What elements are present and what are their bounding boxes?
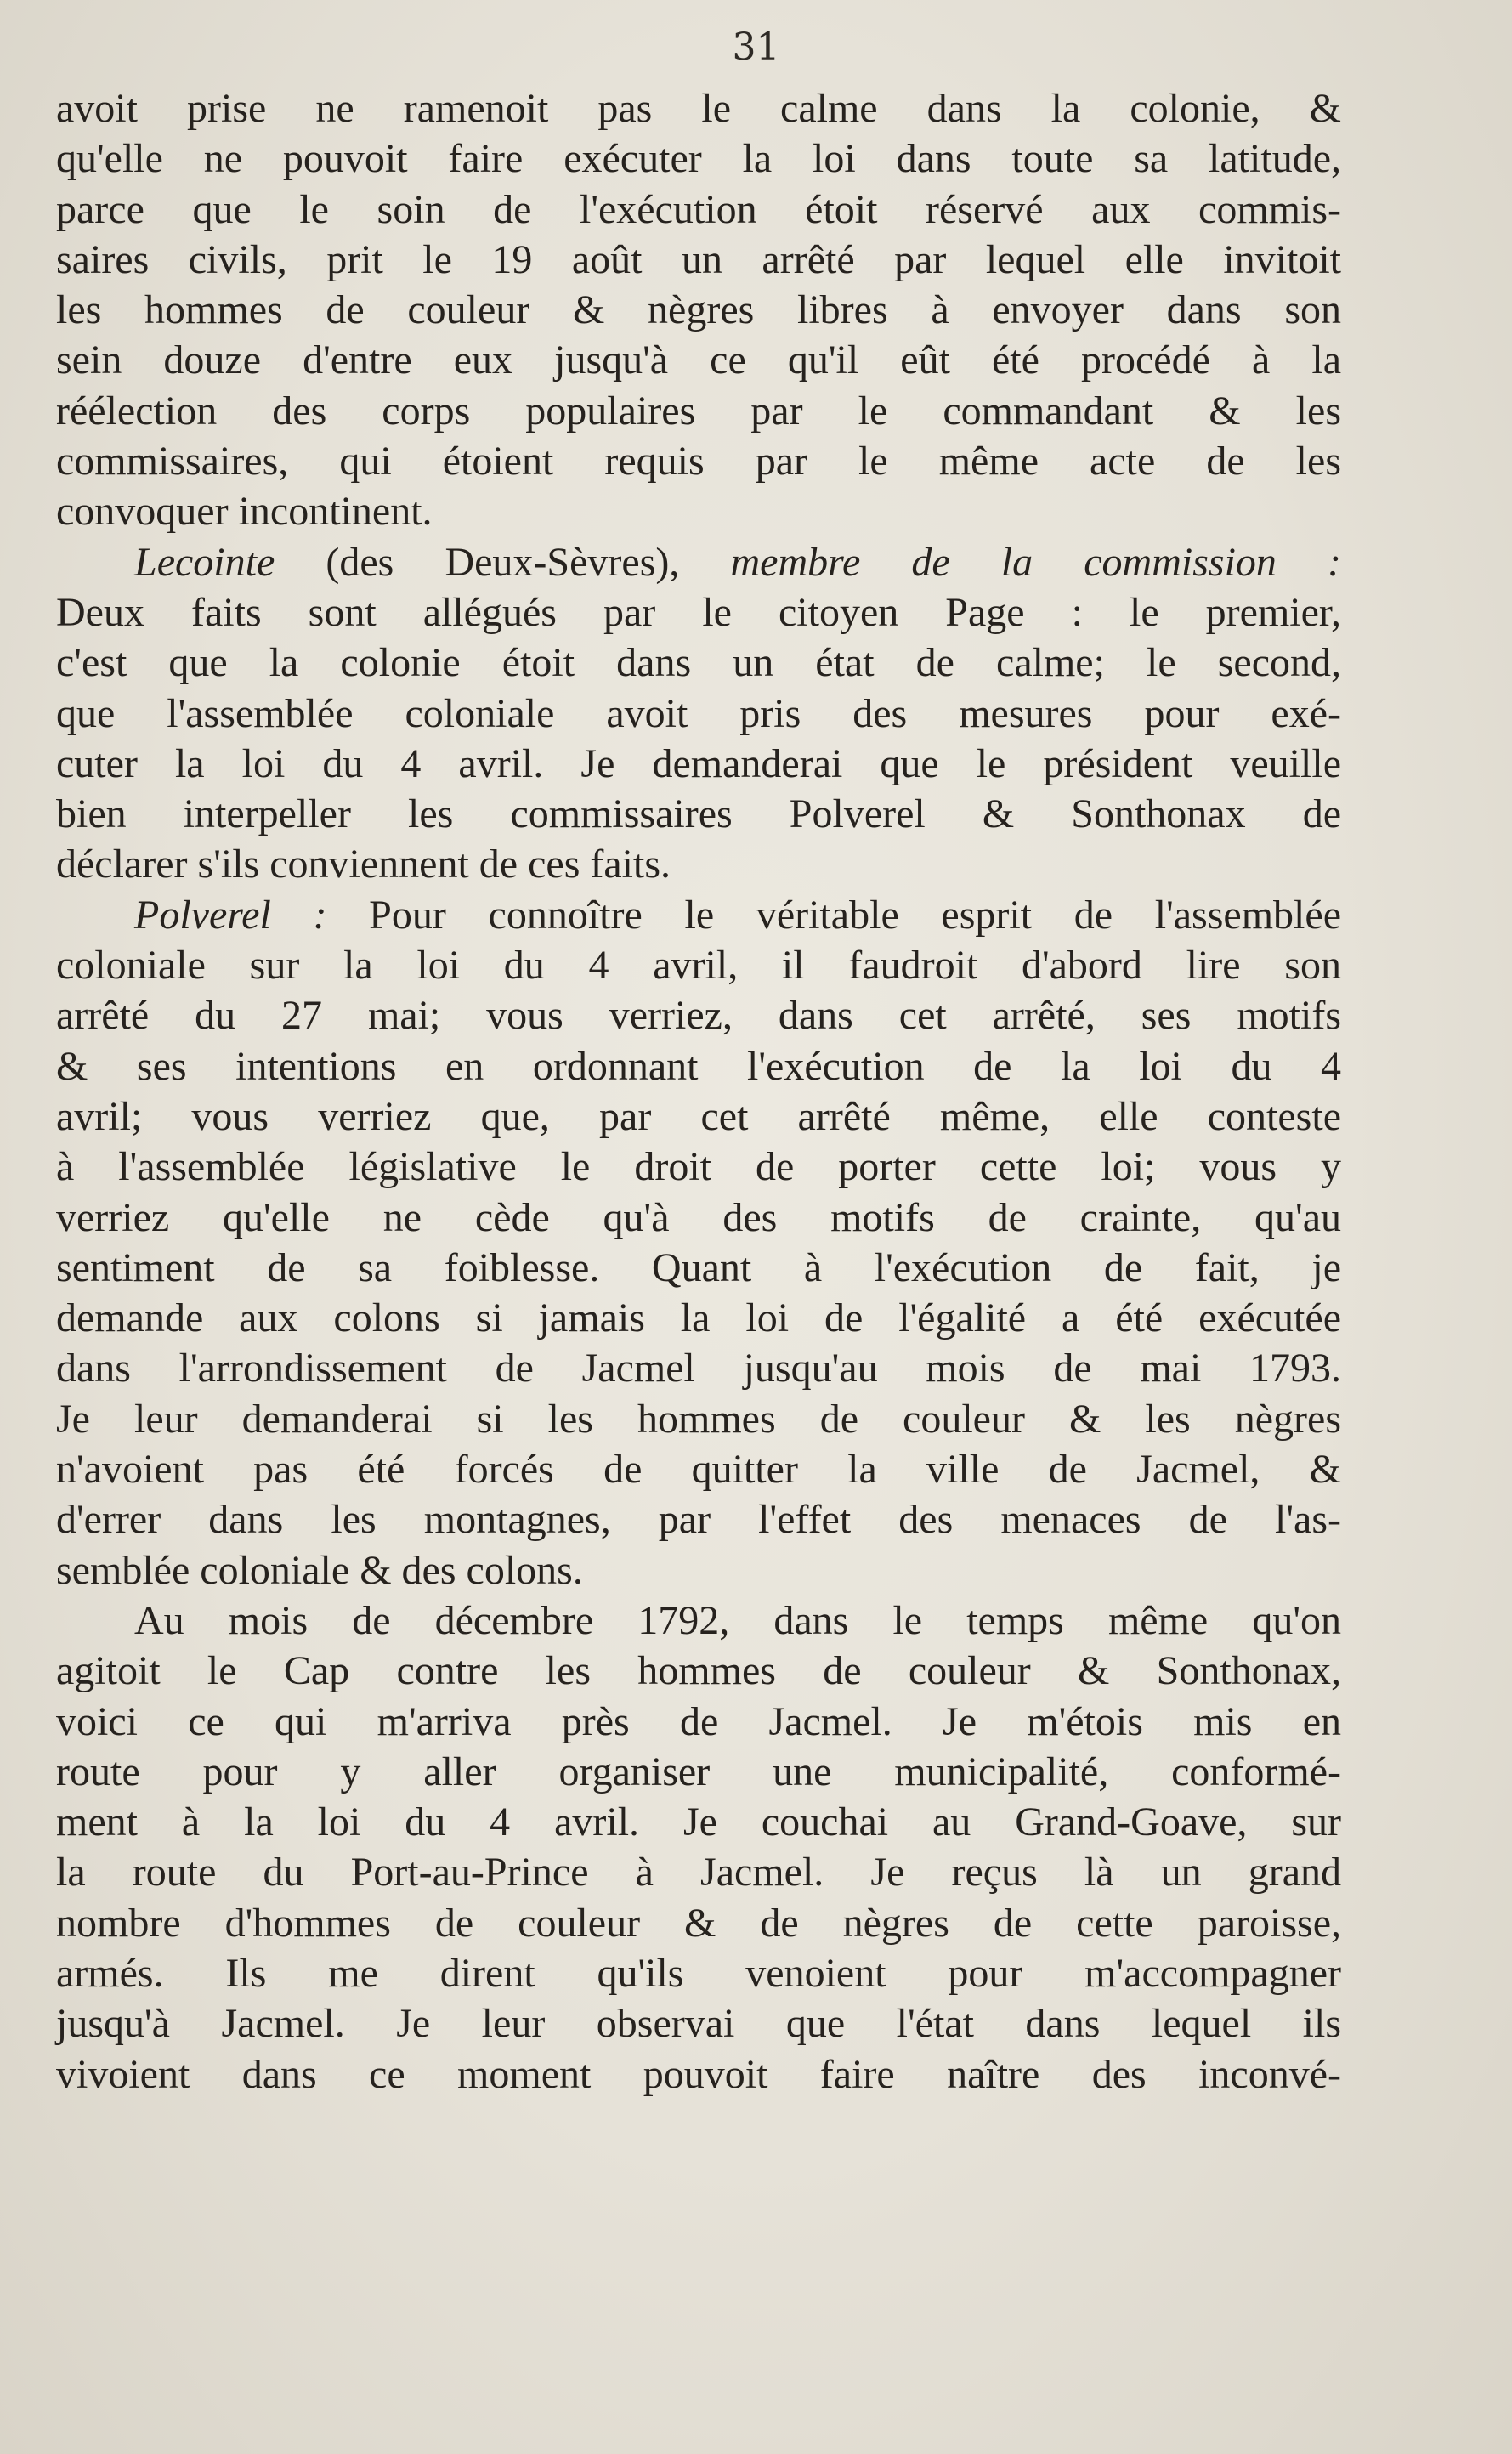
text-line: avril; vous verriez que, par cet arrêté même, elle conteste	[56, 1093, 1341, 1139]
text-line: arrêté du 27 mai; vous verriez, dans cet arrêté, ses motifs	[56, 993, 1341, 1039]
text-line: vivoient dans ce moment pouvoit faire naître des inconvé-	[56, 2051, 1341, 2097]
text-line: à l'assemblée législative le droit de porter cette loi; vous y	[56, 1144, 1341, 1190]
speaker-line	[56, 537, 1341, 587]
page-number: 31	[732, 26, 780, 69]
text-line: route pour y aller organiser une municipalité, conformé-	[56, 1748, 1341, 1794]
text-line: c'est que la colonie étoit dans un état de calme; le second,	[56, 640, 1341, 686]
text-line: dans l'arrondissement de Jacmel jusqu'au mois de mai 1793.	[56, 1346, 1341, 1391]
speaker-detail: (des Deux-Sèvres),	[275, 539, 731, 585]
text-line: la route du Port-au-Prince à Jacmel. Je reçus là un grand	[56, 1850, 1341, 1896]
text-line: jusqu'à Jacmel. Je leur observai que l'état dans lequel ils	[56, 2001, 1341, 2047]
body-text	[56, 83, 1341, 2100]
text-line: bien interpeller les commissaires Polverel & Sonthonax de	[56, 791, 1341, 837]
text-line: avoit prise ne ramenoit pas le calme dans la colonie, &	[56, 86, 1341, 131]
text-line: agitoit le Cap contre les hommes de couleur & Sonthonax,	[56, 1648, 1341, 1694]
text-line: parce que le soin de l'exécution étoit réservé aux commis-	[56, 186, 1341, 232]
text-line: & ses intentions en ordonnant l'exécution de la loi du 4	[56, 1043, 1341, 1089]
paragraph-4	[56, 1595, 1341, 2100]
text-line: qu'elle ne pouvoit faire exécuter la loi dans toute sa latitude,	[56, 136, 1341, 182]
text-line: verriez qu'elle ne cède qu'à des motifs de crainte, qu'au	[56, 1194, 1341, 1240]
text-line: cuter la loi du 4 avril. Je demanderai que le président veuille	[56, 740, 1341, 786]
text-line: sein douze d'entre eux jusqu'à ce qu'il eût été procédé à la	[56, 337, 1341, 383]
text-line: ment à la loi du 4 avril. Je couchai au Grand-Goave, sur	[56, 1799, 1341, 1845]
speaker-line	[56, 890, 1341, 940]
text-line: d'errer dans les montagnes, par l'effet des menaces de l'as-	[56, 1497, 1341, 1543]
text-line: coloniale sur la loi du 4 avril, il faudroit d'abord lire son	[56, 943, 1341, 989]
text-line: déclarer s'ils conviennent de ces faits.	[56, 842, 671, 887]
paragraph-1	[56, 83, 1341, 537]
text-line: les hommes de couleur & nègres libres à envoyer dans son	[56, 287, 1341, 333]
speaker-role: membre de la commission :	[730, 539, 1342, 585]
text-line: nombre d'hommes de couleur & de nègres de cette paroisse,	[56, 1900, 1341, 1946]
text-line: saires civils, prit le 19 août un arrêté par lequel elle invitoit	[56, 236, 1341, 282]
text-line: n'avoient pas été forcés de quitter la ville de Jacmel, &	[56, 1447, 1341, 1493]
text-line: réélection des corps populaires par le commandant & les	[56, 388, 1341, 434]
text-line: voici ce qui m'arriva près de Jacmel. Je m'étois mis en	[56, 1698, 1341, 1744]
paragraph-polverel	[56, 890, 1341, 1595]
paragraph-lecointe	[56, 537, 1341, 890]
text-line: que l'assemblée coloniale avoit pris des mesures pour exé-	[56, 690, 1341, 736]
text-line: armés. Ils me dirent qu'ils venoient pour m'accompagner	[56, 1950, 1341, 1996]
text-line: commissaires, qui étoient requis par le même acte de les	[56, 439, 1341, 485]
text-line-start: Pour connoître le véritable esprit de l'assemblée	[326, 892, 1341, 938]
text-line: Au mois de décembre 1792, dans le temps même qu'on	[134, 1597, 1341, 1643]
text-line: sentiment de sa foiblesse. Quant à l'exécution de fait, je	[56, 1244, 1341, 1290]
speaker-name: Lecointe	[134, 539, 275, 585]
text-line: Je leur demanderai si les hommes de couleur & les nègres	[56, 1396, 1341, 1442]
text-line: demande aux colons si jamais la loi de l'égalité a été exécutée	[56, 1295, 1341, 1341]
text-line: Deux faits sont allégués par le citoyen Page : le premier,	[56, 589, 1341, 635]
speaker-name: Polverel :	[134, 892, 327, 938]
text-line: convoquer incontinent.	[56, 489, 433, 535]
text-line: semblée coloniale & des colons.	[56, 1547, 583, 1593]
